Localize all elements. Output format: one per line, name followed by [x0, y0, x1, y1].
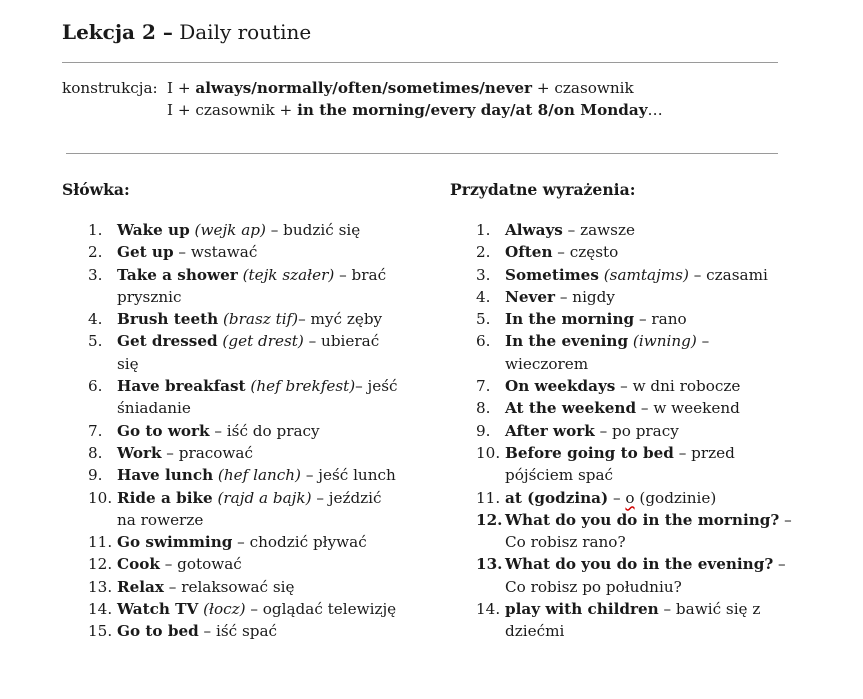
item-number: 9.	[88, 466, 103, 485]
item-term: at (godzina)	[505, 488, 609, 507]
item-term: In the morning	[505, 310, 635, 329]
item-translation: – czasami	[688, 265, 768, 284]
item-number: 10.	[476, 443, 501, 462]
item-translation: – Co robisz po południu?	[505, 555, 786, 596]
item-term: Go to bed	[117, 622, 199, 641]
item-term: Go to work	[117, 421, 210, 440]
item-term: At the weekend	[505, 399, 637, 418]
list-item	[88, 308, 398, 330]
item-translation: – w dni robocze	[615, 377, 741, 396]
item-term: Before going to bed	[505, 443, 674, 462]
list-item	[476, 397, 796, 419]
list-item	[88, 620, 398, 642]
item-translation: – oglądać telewizję	[245, 600, 397, 619]
item-pronunciation: (brasz tif)	[218, 310, 299, 329]
list-item	[476, 264, 796, 286]
item-translation: – jeździć na rowerze	[117, 488, 382, 529]
item-translation: – w weekend	[636, 399, 740, 418]
item-translation: – chodzić pływać	[232, 533, 367, 552]
item-number: 6.	[88, 377, 103, 396]
construction-block	[62, 77, 663, 121]
item-term: Have lunch	[117, 466, 214, 485]
item-pronunciation: (rajd a bajk)	[212, 488, 312, 507]
list-item	[88, 330, 398, 375]
item-number: 4.	[476, 287, 491, 306]
item-translation: – budzić się	[265, 221, 361, 239]
list-item	[88, 531, 398, 553]
phrases-heading: Przydatne wyrażenia:	[450, 180, 636, 199]
list-item	[88, 487, 398, 532]
item-translation: – jeść lunch	[301, 466, 396, 485]
item-term: Have breakfast	[117, 377, 246, 396]
item-number: 6.	[476, 332, 491, 351]
item-translation: – przed pójściem spać	[505, 443, 735, 485]
list-item	[88, 464, 398, 486]
list-item	[88, 598, 398, 620]
item-number: 7.	[88, 421, 103, 440]
item-pronunciation: (samtajms)	[598, 265, 689, 284]
item-term: What do you do in the evening?	[505, 555, 774, 574]
item-pronunciation: (tejk szałer)	[237, 265, 335, 284]
item-number: 15.	[88, 622, 113, 641]
list-item	[88, 241, 398, 263]
item-pronunciation: (łocz)	[198, 600, 246, 619]
item-translation: – wieczorem	[505, 332, 710, 373]
item-term: Never	[505, 287, 556, 306]
construction-1-bold: always/normally/often/sometimes/never	[195, 79, 532, 97]
item-number: 8.	[476, 399, 491, 418]
list-item	[88, 553, 398, 575]
item-term: In the evening	[505, 332, 629, 351]
list-item	[476, 553, 796, 598]
item-number: 1.	[88, 221, 103, 239]
item-term: What do you do in the morning?	[505, 510, 780, 529]
item-number: 7.	[476, 377, 491, 396]
item-number: 3.	[476, 265, 491, 284]
list-item	[476, 286, 796, 308]
item-number: 5.	[476, 310, 491, 329]
item-term: Go swimming	[117, 533, 233, 552]
item-translation: –	[608, 488, 626, 507]
item-translation: – rano	[634, 310, 687, 329]
construction-2-pre: I + czasownik +	[167, 101, 298, 119]
item-term: Cook	[117, 555, 160, 574]
item-term: Watch TV	[117, 600, 199, 619]
construction-label: konstrukcja:	[62, 79, 158, 97]
item-translation: – ubierać się	[117, 332, 380, 373]
item-translation: – Co robisz rano?	[505, 510, 792, 552]
item-number: 13.	[88, 577, 113, 596]
item-number: 13.	[476, 555, 503, 574]
construction-1-post: + czasownik	[532, 79, 634, 97]
phrases-list	[476, 219, 796, 643]
list-item	[88, 219, 398, 241]
item-term: Often	[505, 243, 553, 262]
construction-1-pre: I +	[167, 79, 196, 97]
list-item	[88, 264, 398, 309]
item-translation-rest: (godzinie)	[634, 488, 717, 507]
vocab-list	[88, 219, 398, 643]
item-translation: – zawsze	[562, 221, 635, 239]
divider-middle	[66, 153, 778, 154]
item-number: 12.	[88, 555, 113, 574]
item-translation: – często	[552, 243, 619, 262]
item-number: 10.	[88, 488, 113, 507]
item-translation: – iść do pracy	[209, 421, 320, 440]
vocab-heading: Słówka:	[62, 180, 130, 199]
list-item	[476, 241, 796, 263]
list-item	[476, 219, 796, 241]
item-number: 11.	[88, 533, 113, 552]
list-item	[476, 308, 796, 330]
item-number: 2.	[88, 243, 103, 262]
list-item	[476, 375, 796, 397]
divider-top	[62, 62, 778, 63]
item-translation: – po pracy	[594, 421, 679, 440]
item-translation: – gotować	[159, 555, 242, 574]
item-term: Work	[117, 443, 162, 462]
item-term: Ride a bike	[117, 488, 213, 507]
list-item	[476, 420, 796, 442]
item-number: 3.	[88, 265, 103, 284]
item-number: 14.	[88, 600, 113, 619]
list-item	[88, 576, 398, 598]
item-term: Get dressed	[117, 332, 218, 351]
item-translation: – brać prysznic	[117, 265, 387, 306]
item-translation: – wstawać	[173, 243, 258, 262]
list-item	[476, 509, 796, 554]
item-term: On weekdays	[505, 377, 616, 396]
item-term: play with children	[505, 600, 659, 619]
item-translation: – nigdy	[555, 287, 615, 306]
list-item	[476, 598, 796, 643]
item-term: Always	[505, 221, 563, 239]
list-item	[476, 442, 796, 487]
construction-line-2	[62, 99, 663, 121]
item-number: 12.	[476, 510, 503, 529]
item-number: 14.	[476, 600, 501, 619]
item-term: Relax	[117, 577, 164, 596]
item-number: 8.	[88, 443, 103, 462]
item-number: 9.	[476, 421, 491, 440]
item-translation: – pracować	[161, 443, 253, 462]
construction-line-1	[62, 77, 663, 99]
item-pronunciation: (wejk ap)	[189, 221, 266, 239]
title-topic: Daily routine	[172, 20, 312, 44]
item-term: Wake up	[117, 221, 190, 239]
construction-2-bold: in the morning/every day/at 8/on Monday	[297, 101, 648, 119]
list-item	[476, 330, 796, 375]
title-lesson: Lekcja 2 –	[62, 20, 173, 44]
item-translation: – relaksować się	[163, 577, 295, 596]
list-item	[88, 375, 398, 420]
page-title	[62, 20, 311, 44]
item-translation: – myć zęby	[298, 310, 383, 329]
item-pronunciation: (hef lanch)	[213, 466, 301, 485]
item-term: After work	[505, 421, 595, 440]
item-pronunciation: (hef brekfest)	[245, 377, 356, 396]
construction-2-post: …	[647, 101, 663, 119]
item-term: Sometimes	[505, 265, 599, 284]
item-number: 1.	[476, 221, 491, 239]
list-item	[88, 420, 398, 442]
item-translation: – jeść śniadanie	[117, 377, 398, 418]
list-item	[476, 487, 796, 509]
item-term: Take a shower	[117, 265, 238, 284]
item-translation-misspelled: o	[625, 488, 635, 507]
item-translation: – iść spać	[198, 622, 278, 641]
item-pronunciation: (get drest)	[217, 332, 304, 351]
item-translation: – bawić się z dziećmi	[505, 600, 761, 641]
item-number: 4.	[88, 310, 103, 329]
item-number: 11.	[476, 488, 501, 507]
item-number: 2.	[476, 243, 491, 262]
item-term: Get up	[117, 243, 174, 262]
list-item	[88, 442, 398, 464]
item-term: Brush teeth	[117, 310, 219, 329]
item-pronunciation: (iwning)	[628, 332, 697, 351]
item-number: 5.	[88, 332, 103, 351]
